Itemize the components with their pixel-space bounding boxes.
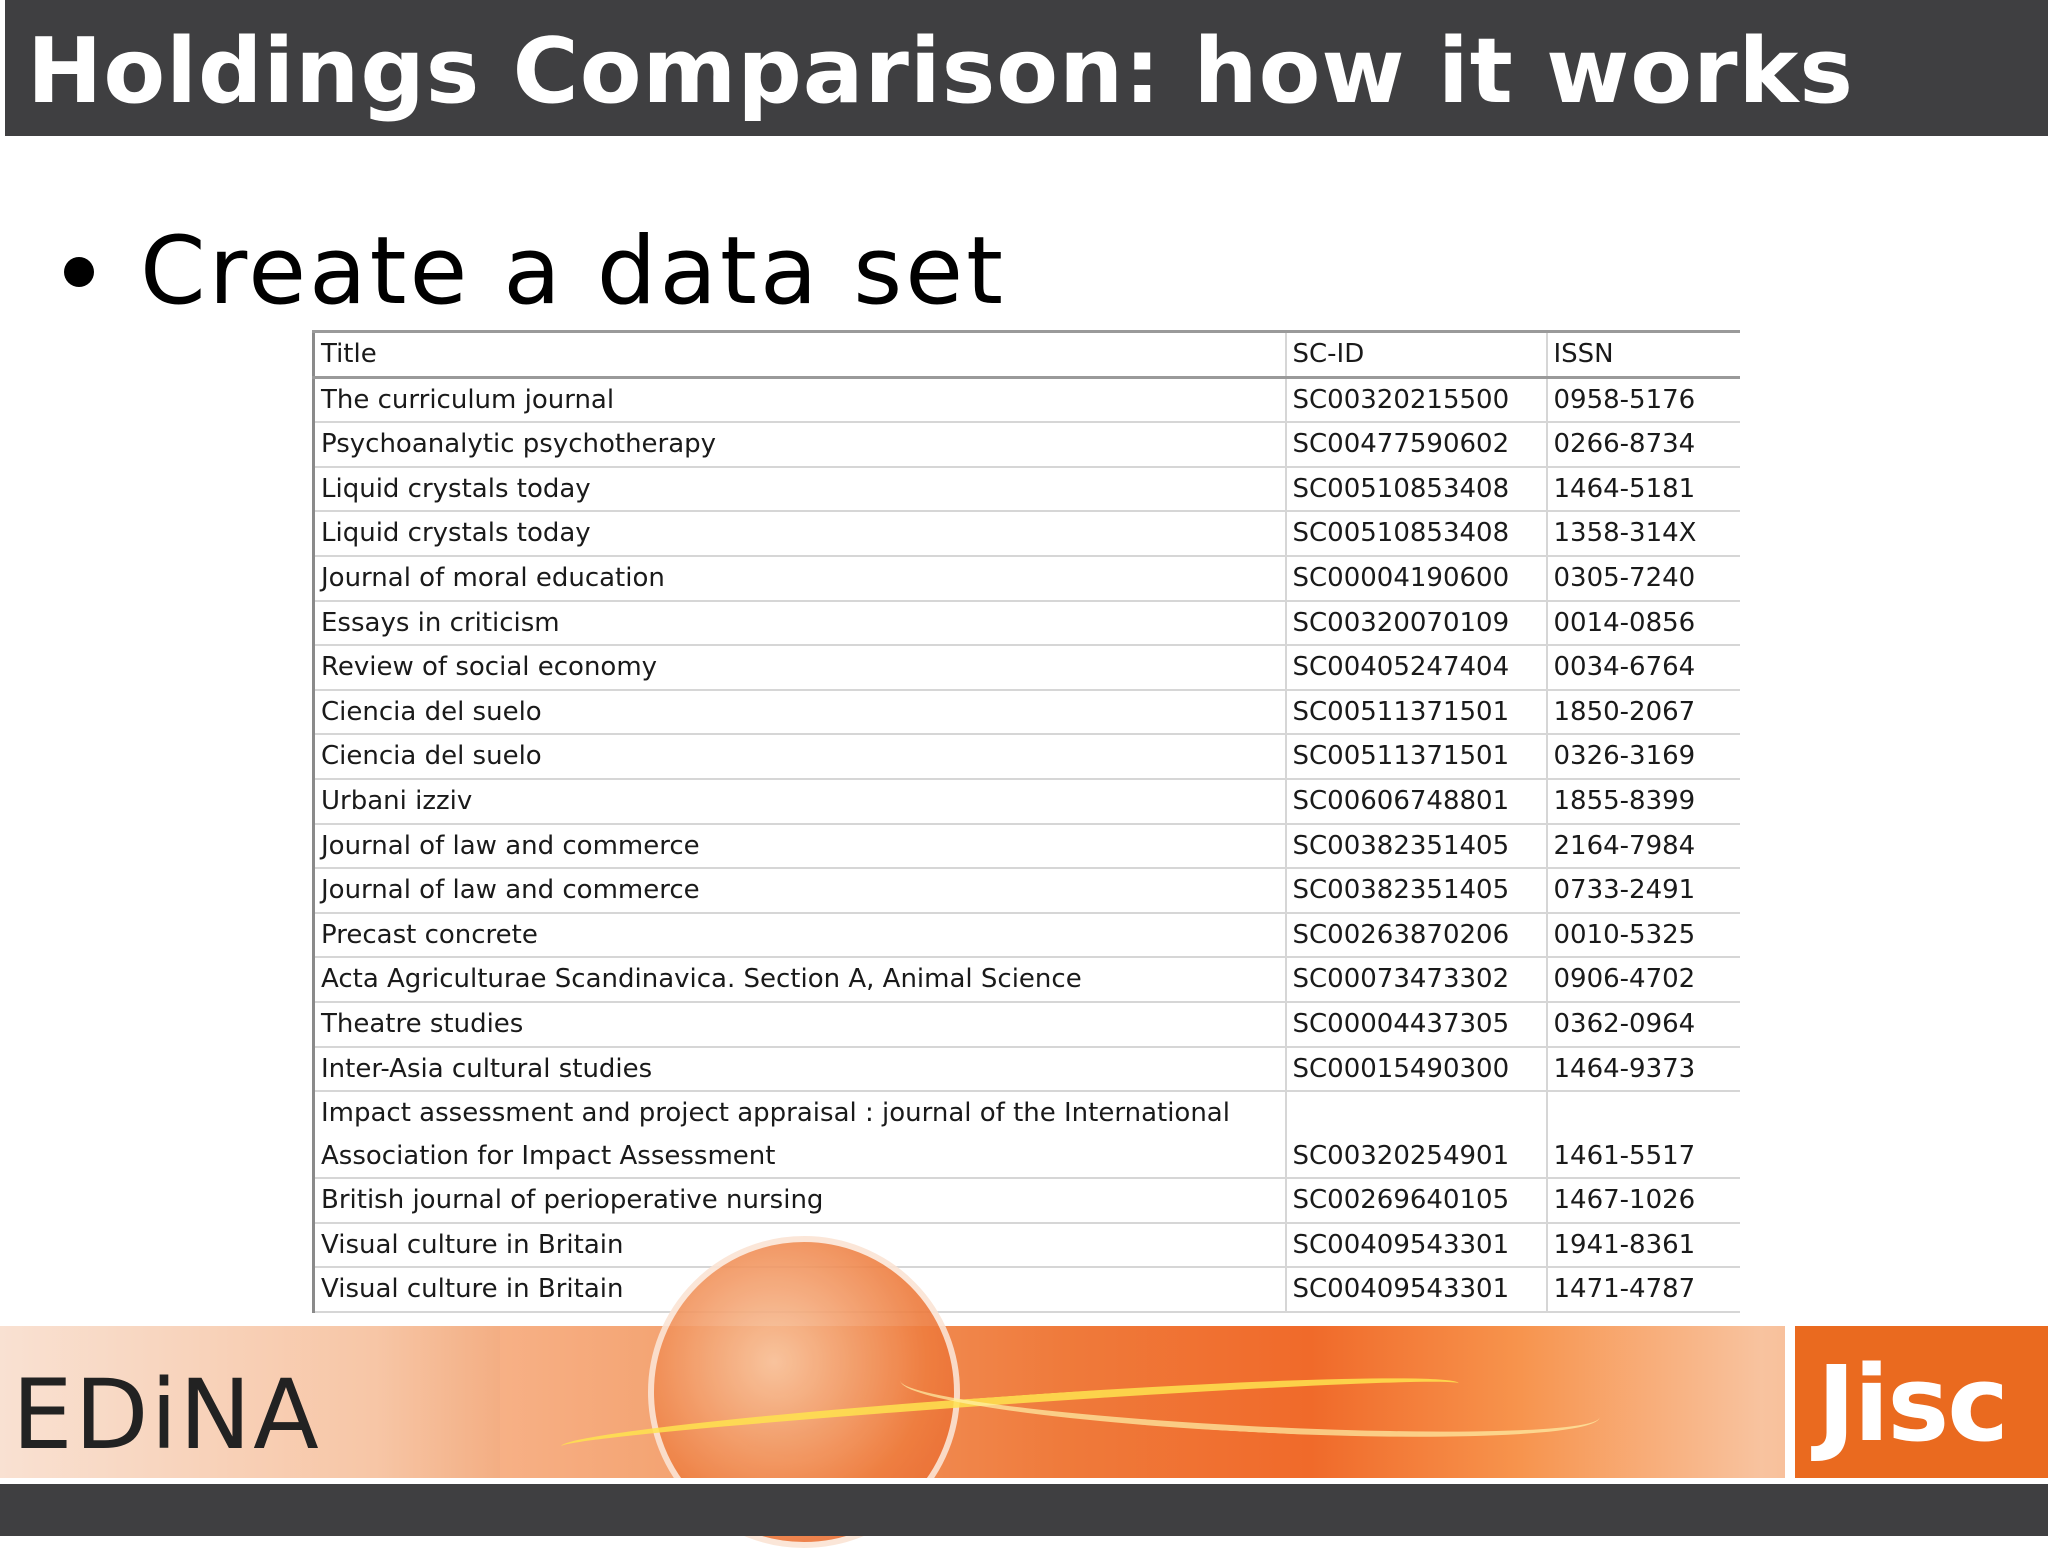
table-row [314, 734, 1740, 779]
cell-sc-id: SC00405247404 [1286, 645, 1547, 690]
bottom-bar [0, 1484, 2048, 1536]
cell-title: Liquid crystals today [314, 511, 1286, 556]
cell-sc-id: SC00409543301 [1286, 1267, 1547, 1312]
cell-title: Journal of moral education [314, 556, 1286, 601]
cell-issn: 0266-8734 [1547, 422, 1740, 467]
cell-title: Ciencia del suelo [314, 690, 1286, 735]
table-row [314, 1178, 1740, 1223]
table-row [314, 779, 1740, 824]
cell-issn: 0906-4702 [1547, 957, 1740, 1002]
cell-sc-id: SC00477590602 [1286, 422, 1547, 467]
table-row [314, 511, 1740, 556]
data-table [312, 330, 1740, 1313]
spreadsheet-excerpt [312, 330, 1738, 1305]
cell-issn: 2164-7984 [1547, 824, 1740, 869]
table-row [314, 957, 1740, 1002]
cell-title: Visual culture in Britain [314, 1267, 1286, 1312]
cell-title: Urbani izziv [314, 779, 1286, 824]
table-row [314, 868, 1740, 913]
cell-issn: 0733-2491 [1547, 868, 1740, 913]
cell-issn: 1471-4787 [1547, 1267, 1740, 1312]
cell-sc-id: SC00004190600 [1286, 556, 1547, 601]
cell-issn: 0958-5176 [1547, 377, 1740, 422]
cell-sc-id: SC00320254901 [1286, 1091, 1547, 1178]
table-row [314, 1047, 1740, 1092]
jisc-panel [1785, 1326, 2048, 1478]
edina-panel [0, 1326, 500, 1478]
cell-title: Precast concrete [314, 913, 1286, 958]
cell-issn: 1850-2067 [1547, 690, 1740, 735]
table-row [314, 467, 1740, 512]
cell-sc-id: SC00269640105 [1286, 1178, 1547, 1223]
bullet-text: Create a data set [140, 217, 1006, 326]
column-header-title: Title [314, 332, 1286, 378]
cell-title: Visual culture in Britain [314, 1223, 1286, 1268]
cell-issn: 1941-8361 [1547, 1223, 1740, 1268]
cell-sc-id: SC00510853408 [1286, 511, 1547, 556]
cell-title: Psychoanalytic psychotherapy [314, 422, 1286, 467]
table-row [314, 645, 1740, 690]
cell-issn: 0010-5325 [1547, 913, 1740, 958]
table-row [314, 824, 1740, 869]
cell-title: Journal of law and commerce [314, 824, 1286, 869]
table-row [314, 1223, 1740, 1268]
table-row [314, 601, 1740, 646]
column-header-sc-id: SC-ID [1286, 332, 1547, 378]
table-row [314, 1267, 1740, 1312]
cell-sc-id: SC00015490300 [1286, 1047, 1547, 1092]
cell-issn: 0362-0964 [1547, 1002, 1740, 1047]
cell-sc-id: SC00263870206 [1286, 913, 1547, 958]
cell-sc-id: SC00511371501 [1286, 690, 1547, 735]
cell-sc-id: SC00606748801 [1286, 779, 1547, 824]
cell-issn: 1467-1026 [1547, 1178, 1740, 1223]
cell-issn: 1464-5181 [1547, 467, 1740, 512]
cell-title: Liquid crystals today [314, 467, 1286, 512]
cell-issn: 1358-314X [1547, 511, 1740, 556]
cell-sc-id: SC00320215500 [1286, 377, 1547, 422]
cell-title: British journal of perioperative nursing [314, 1178, 1286, 1223]
cell-sc-id: SC00073473302 [1286, 957, 1547, 1002]
cell-title: Acta Agriculturae Scandinavica. Section A, Animal Science [314, 957, 1286, 1002]
footer-banner [0, 1326, 2048, 1478]
cell-issn: 1855-8399 [1547, 779, 1740, 824]
cell-title: Essays in criticism [314, 601, 1286, 646]
bullet-item [64, 217, 1006, 326]
table-row [314, 1091, 1740, 1178]
cell-title: Ciencia del suelo [314, 734, 1286, 779]
cell-sc-id: SC00511371501 [1286, 734, 1547, 779]
table-row [314, 1002, 1740, 1047]
cell-issn: 0034-6764 [1547, 645, 1740, 690]
cell-issn: 0305-7240 [1547, 556, 1740, 601]
table-row [314, 690, 1740, 735]
jisc-logo: Jisc [1817, 1343, 2007, 1465]
cell-issn: 0326-3169 [1547, 734, 1740, 779]
cell-sc-id: SC00409543301 [1286, 1223, 1547, 1268]
column-header-issn: ISSN [1547, 332, 1740, 378]
slide-title: Holdings Comparison: how it works [27, 19, 1854, 124]
cell-issn: 1464-9373 [1547, 1047, 1740, 1092]
table-row [314, 422, 1740, 467]
cell-sc-id: SC00382351405 [1286, 868, 1547, 913]
cell-title: Journal of law and commerce [314, 868, 1286, 913]
cell-issn: 1461-5517 [1547, 1091, 1740, 1178]
cell-sc-id: SC00510853408 [1286, 467, 1547, 512]
cell-sc-id: SC00320070109 [1286, 601, 1547, 646]
table-body [314, 377, 1740, 1312]
table-row [314, 377, 1740, 422]
bullet-dot-icon [64, 257, 94, 287]
edina-logo: EDiNA [12, 1359, 321, 1471]
swoosh-graphic-secondary [899, 1348, 1601, 1451]
table-header-row [314, 332, 1740, 378]
cell-title: The curriculum journal [314, 377, 1286, 422]
cell-title: Impact assessment and project appraisal : journal of the International Association for Impact Assessment [314, 1091, 1286, 1178]
cell-title: Theatre studies [314, 1002, 1286, 1047]
cell-sc-id: SC00382351405 [1286, 824, 1547, 869]
cell-sc-id: SC00004437305 [1286, 1002, 1547, 1047]
cell-issn: 0014-0856 [1547, 601, 1740, 646]
cell-title: Inter-Asia cultural studies [314, 1047, 1286, 1092]
cell-title: Review of social economy [314, 645, 1286, 690]
title-bar [5, 0, 2048, 136]
table-row [314, 556, 1740, 601]
table-row [314, 913, 1740, 958]
